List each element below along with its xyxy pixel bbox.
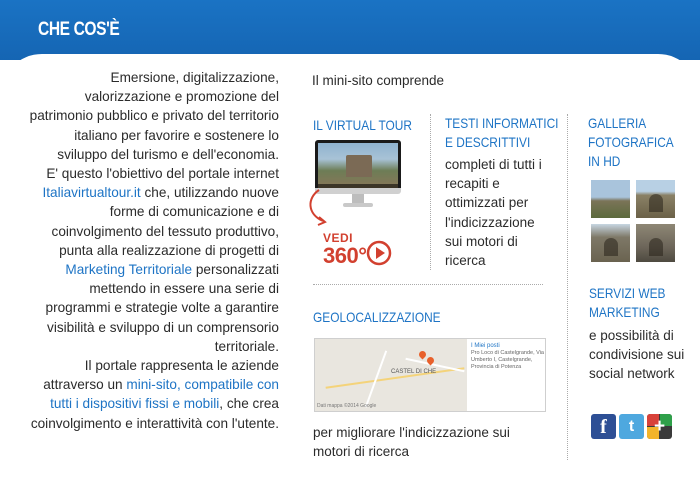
testi-title [445, 114, 558, 152]
map-tab[interactable]: I Miei posti [471, 343, 500, 349]
divider [430, 114, 431, 270]
gallery-thumbnail[interactable] [635, 223, 676, 263]
divider [567, 114, 568, 460]
galleria-title [588, 114, 674, 171]
map-preview[interactable] [314, 338, 546, 412]
googleplus-icon[interactable] [647, 414, 672, 439]
mini-site-intro: Il mini-sito comprende [312, 73, 445, 88]
servizi-title-line-2: MARKETING [589, 304, 660, 320]
map-place-label: CASTEL DI CHE [391, 369, 437, 375]
intro-paragraph-3a: Il portale rappresenta le aziende attraverso un [43, 358, 279, 393]
page-title: CHE COS'È [38, 19, 120, 40]
galleria-title-line-1: GALLERIA [588, 115, 647, 131]
galleria-title-line-2: FOTOGRAFICA [588, 134, 674, 150]
intro-paragraph-2b: che, utilizzando nuove forme di comunicazione e di coinvolgimento del tessuto produttivo, punta alla realizzazione di progetti di [51, 185, 279, 258]
map-info-panel [471, 343, 545, 371]
intro-paragraph-2a: E' questo l'obiettivo del portale internet [46, 166, 279, 182]
curved-arrow-icon [305, 188, 335, 228]
virtual-tour-title: IL VIRTUAL TOUR [313, 117, 412, 133]
intro-paragraph-1: Emersione, digitalizzazione, valorizzazione e promozione del patrimonio pubblico e privato del territorio italiano per favorire e sostenere lo sviluppo del turismo e dell'economia. [29, 70, 279, 162]
galleria-title-line-3: IN HD [588, 153, 621, 169]
vedi-label[interactable]: VEDI [323, 231, 354, 245]
testi-title-line-1: TESTI INFORMATICI [445, 115, 559, 131]
divider [313, 284, 543, 285]
mini-sito-highlight: mini-sito, compatibile con tutti i dispositivi fissi e mobili [50, 377, 279, 412]
servizi-title-line-1: SERVIZI WEB [589, 285, 666, 301]
play-icon[interactable] [366, 240, 392, 266]
intro-text [29, 68, 279, 433]
googleplus-glyph: + [653, 416, 666, 437]
map-attribution: Dati mappa ©2014 Google [317, 403, 377, 409]
vedi-360-badge[interactable]: 360° [323, 243, 367, 268]
map-canvas[interactable] [315, 339, 467, 411]
intro-paragraph-2c: personalizzati mettendo in essere una serie di programmi e strategie volte a garantire visibilità e sviluppo di un comprensorio territoriale. [45, 262, 279, 354]
marketing-territoriale-highlight: Marketing Territoriale [65, 262, 193, 278]
testi-description: completi di tutti i recapiti e ottimizzati per l'indicizzazione sui motori di ricerca [445, 157, 542, 269]
gallery-thumbnail[interactable] [590, 223, 631, 263]
testi-title-line-2: E DESCRITTIVI [445, 134, 531, 150]
gallery-thumbnail[interactable] [635, 179, 676, 219]
geo-description: per migliorare l'indicizzazione sui motori di ricerca [313, 425, 510, 460]
portal-link[interactable]: Italiavirtualtour.it [42, 185, 141, 201]
gallery-thumbnail[interactable] [590, 179, 631, 219]
map-info-text: Pro Loco di Castelgrande, Via Umberto I, Castelgrande, Provincia di Potenza [471, 350, 544, 370]
geo-title: GEOLOCALIZZAZIONE [313, 309, 441, 325]
servizi-description: e possibilità di condivisione sui social network [589, 328, 685, 382]
intro-paragraph-3b: , che crea coinvolgimento e interattività con l'utente. [30, 396, 279, 431]
header-bar [0, 0, 700, 60]
facebook-icon[interactable]: f [591, 414, 616, 439]
servizi-title [589, 284, 665, 322]
twitter-icon[interactable]: t [619, 414, 644, 439]
map-pin-icon[interactable] [418, 350, 428, 360]
